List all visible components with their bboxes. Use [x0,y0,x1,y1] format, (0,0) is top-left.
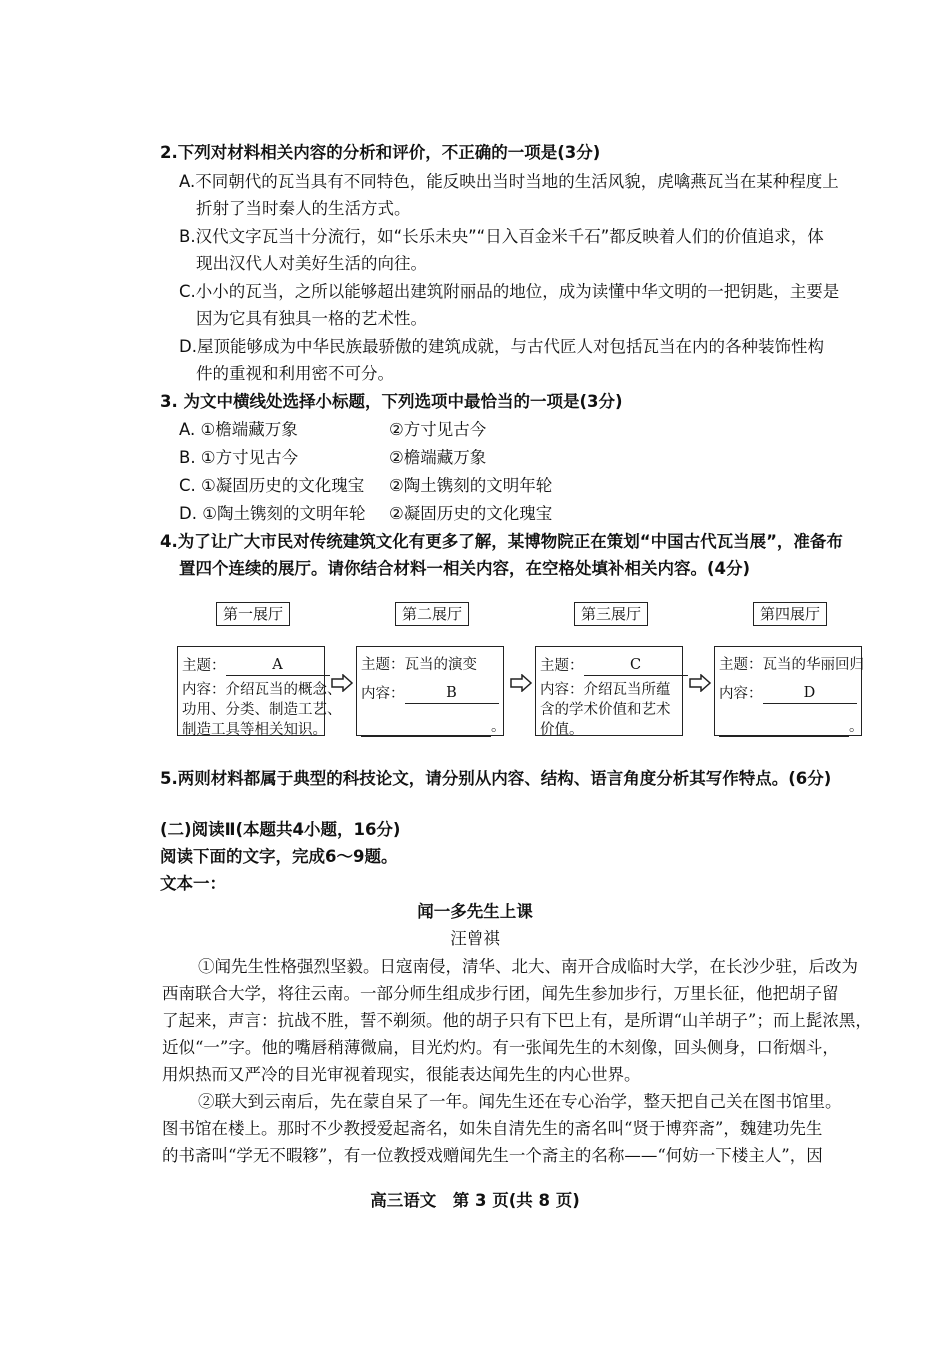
hall-2-tag: 第二展厅 [395,602,469,626]
hall-2-theme: 主题：瓦当的演变 [361,657,477,673]
question-3-option-a-left: A. ①檐端藏万象 [179,420,298,439]
hall-4-end-mark: 。 [849,719,864,735]
paragraph-2-line2: 图书馆在楼上。那时不少教授爱起斋名，如朱自清先生的斋名叫“贤于博弈斋”，魏建功先生 [162,1119,823,1138]
section-2-instruction: 阅读下面的文字，完成6～9题。 [160,847,398,866]
arrow-right-icon [689,674,711,692]
question-2-option-d-line1: D.屋顶能够成为中华民族最骄傲的建筑成就，与古代匠人对包括瓦当在内的各种装饰性构 [179,337,824,356]
hall-3-content-line2: 含的学术价值和艺术 [540,702,671,718]
question-4-stem-line2: 置四个连续的展厅。请你结合材料一相关内容，在空格处填补相关内容。(4分) [179,559,751,578]
hall-3-content-line1: 内容：介绍瓦当所蕴 [540,682,671,698]
paragraph-1-line2: 西南联合大学，将往云南。一部分师生组成步行团，闻先生参加步行，万里长征，他把胡子留 [162,984,839,1003]
hall-3-content-line3: 价值。 [540,722,584,738]
paragraph-2-line3: 的书斋叫“学无不暇簃”，有一位教授戏赠闻先生一个斋主的名称——“何妨一下楼主人”，因 [162,1146,823,1165]
hall-4-content-label: 内容： [719,686,763,702]
question-3-option-c-right: ②陶土镌刻的文明年轮 [389,476,553,495]
question-3-option-d-left: D. ①陶土镌刻的文明年轮 [179,504,366,523]
question-2-option-b-line2: 现出汉代人对美好生活的向往。 [196,254,427,273]
question-2-option-d-line2: 件的重视和利用密不可分。 [196,364,394,383]
paragraph-1-line4: 近似“一”字。他的嘴唇稍薄微扁，目光灼灼。有一张闻先生的木刻像，回头侧身，口衔烟斗， [162,1038,839,1057]
article-author: 汪曾祺 [450,929,500,948]
hall-1-theme-label: 主题： [182,658,226,674]
hall-4-theme: 主题：瓦当的华丽回归 [719,657,864,673]
section-2-heading: (二)阅读Ⅱ(本题共4小题，16分) [160,820,401,839]
question-5-stem: 5.两则材料都属于典型的科技论文，请分别从内容、结构、语言角度分析其写作特点。(6分) [160,769,832,788]
paragraph-1-line1: ①闻先生性格强烈坚毅。日寇南侵，清华、北大、南开合成临时大学，在长沙少驻，后改为 [198,957,858,976]
question-3-option-b-left: B. ①方寸见古今 [179,448,299,467]
question-3-option-d-right: ②凝固历史的文化瑰宝 [389,504,553,523]
hall-4-box [714,646,862,736]
question-2-option-c-line1: C.小小的瓦当，之所以能够超出建筑附丽品的地位，成为读懂中华文明的一把钥匙，主要是 [179,282,840,301]
hall-1-content-line1: 内容：介绍瓦当的概念、 [182,682,342,698]
hall-2-end-mark: 。 [491,719,506,735]
question-3-stem: 3. 为文中横线处选择小标题，下列选项中最恰当的一项是(3分) [160,392,623,411]
hall-1-theme-blank: A [226,655,330,676]
hall-1-tag: 第一展厅 [216,602,290,626]
question-4-stem-line1: 4.为了让广大市民对传统建筑文化有更多了解，某博物院正在策划“中国古代瓦当展”，准备布 [160,532,843,551]
paragraph-2-line1: ②联大到云南后，先在蒙自呆了一年。闻先生还在专心治学，整天把自己关在图书馆里。 [198,1092,842,1111]
hall-1-box [177,646,342,738]
question-2-option-c-line2: 因为它具有独具一格的艺术性。 [196,309,427,328]
hall-2-box [356,646,504,736]
arrow-right-icon [510,674,532,692]
question-2-option-a-line1: A.不同朝代的瓦当具有不同特色，能反映出当时当地的生活风貌，虎噙燕瓦当在某种程度上 [179,172,839,191]
question-2-option-b-line1: B.汉代文字瓦当十分流行，如“长乐未央”“日入百金米千石”都反映着人们的价值追求，体 [179,227,824,246]
paragraph-1-line5: 用炽热而又严冷的目光审视着现实，很能表达闻先生的内心世界。 [162,1065,641,1084]
hall-1-content-line3: 制造工具等相关知识。 [182,722,327,738]
hall-4-tag: 第四展厅 [753,602,827,626]
arrow-right-icon [331,674,353,692]
question-2-option-a-line2: 折射了当时秦人的生活方式。 [196,199,411,218]
hall-2-content-blank: B [405,683,499,704]
hall-4-content-blank: D [763,683,857,704]
question-2-stem: 2.下列对材料相关内容的分析和评价，不正确的一项是(3分) [160,143,601,162]
hall-3-theme-blank: C [584,655,688,676]
hall-1-content-line2: 功用、分类、制造工艺、 [182,702,342,718]
question-3-option-b-right: ②檐端藏万象 [389,448,487,467]
question-3-option-c-left: C. ①凝固历史的文化瑰宝 [179,476,365,495]
question-3-option-a-right: ②方寸见古今 [389,420,487,439]
hall-2-content-blank-line2 [361,716,491,737]
text-one-label: 文本一： [160,874,226,893]
hall-3-tag: 第三展厅 [574,602,648,626]
paragraph-1-line3: 了起来，声言：抗战不胜，誓不剃须。他的胡子只有下巴上有，是所谓“山羊胡子”；而上髭浓黑， [162,1011,872,1030]
hall-3-theme-label: 主题： [540,658,584,674]
hall-2-content-label: 内容： [361,686,405,702]
article-title: 闻一多先生上课 [417,902,533,921]
hall-4-content-blank-line2 [719,716,849,737]
hall-3-box [535,646,683,736]
page-footer: 高三语文 第 3 页(共 8 页) [370,1191,580,1210]
